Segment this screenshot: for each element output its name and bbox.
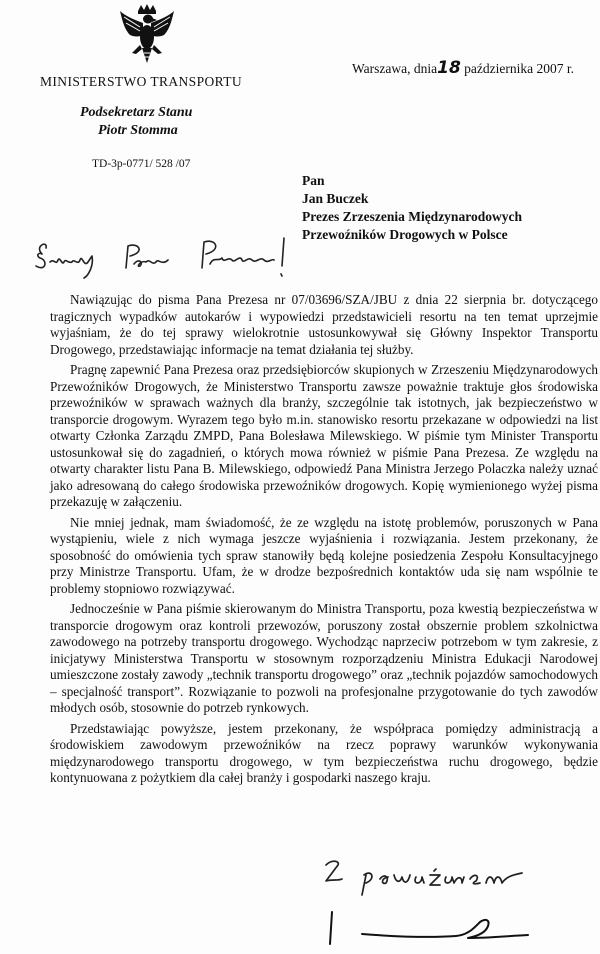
handwritten-signature [318, 908, 538, 948]
recipient-name: Jan Buczek [302, 191, 369, 206]
sender-position: Podsekretarz Stanu [80, 105, 193, 120]
recipient-title-line-2: Przewoźników Drogowych w Polsce [302, 227, 508, 242]
recipient-title-line-1: Prezes Zrzeszenia Międzynarodowych [302, 209, 522, 224]
recipient-block [302, 172, 522, 244]
letter-date [352, 58, 574, 78]
body-paragraph-4: Jednocześnie w Pana piśmie skierowanym do Ministra Transportu, poza kwestią bezpieczeństwa w transporcie drogowym oraz kontroli przewozów, poruszony został obszernie problem szkolnictwa zawodowego na potrzeby transportu drogowego. Wychodząc naprzeciw potrzebom w tym zakresie, z inicjatywy Ministerstwa Transportu w stosownym rozporządzeniu Ministra Edukacji Narodowej umieszczone zostały zawody „technik transportu drogowego” oraz „technik pojazdów samochodowych – specjalność transport”. Rozwiązanie to pozwoli na profesjonalne przygotowanie do tych zawodów młodych osób, stosownie do potrzeb rynkowych. [50, 601, 598, 715]
body-paragraph-5: Przedstawiając powyższe, jestem przekonany, że współpraca pomiędzy administracją a środowiskiem zawodowym przewoźników na rzecz poprawy warunków wykonywania międzynarodowego transportu drogowego, w tym bezpieczeństwa ruchu drogowego, będzie kontynuowana z pożytkiem dla całej branży i gospodarki naszego kraju. [50, 720, 598, 785]
polish-eagle-emblem [118, 3, 176, 67]
body-paragraph-1: Nawiązując do pisma Pana Prezesa nr 07/03696/SZA/JBU z dnia 22 sierpnia br. dotyczącego tragicznych wypadków autokarów i wypowiedzi przedstawicieli resortu na ten temat uprzejmie wyjaśniam, że do tej sprawy wielokrotnie ustosunkowywał się Główny Inspektor Transportu Drogowego, przedstawiając informacje na temat działania tej służby. [50, 292, 598, 357]
handwritten-greeting [28, 232, 298, 284]
date-day-handwritten: 18 [437, 58, 461, 78]
date-prefix: Warszawa, dnia [352, 61, 438, 76]
handwritten-closing [322, 855, 527, 897]
ministry-name: MINISTERSTWO TRANSPORTU [40, 74, 243, 89]
letter-body [50, 292, 598, 791]
body-paragraph-3: Nie mniej jednak, mam świadomość, że ze względu na istotę problemów, poruszonych w Pana wystąpieniu, wiele z nich wymaga jeszcze wyjaśnienia i rozwiązania. Jestem przekonany, że sposobność do omówienia tych spraw stanowiły będą kolejne posiedzenia Zespołu Konsultacyjnego przy Ministrze Transportu. Ufam, że w drodze bezpośrednich kontaktów uda się nam wspólnie te problemy stopniowo rozwiązywać. [50, 514, 598, 596]
reference-number: TD-3p-0771/ 528 /07 [92, 158, 191, 170]
sender-name: Piotr Stomma [98, 123, 178, 138]
date-suffix: października 2007 r. [460, 61, 575, 76]
recipient-salutation: Pan [302, 173, 325, 188]
body-paragraph-2: Pragnę zapewnić Pana Prezesa oraz przedsiębiorców skupionych w Zrzeszeniu Międzynarodowych Przewoźników Drogowych, że Ministerstwo Transportu zawsze poważnie traktuje głos środowiska przewoźników w sprawach ważnych dla branży, szczególnie tak istotnych, jak bezpieczeństwo w transporcie drogowym. Wyrazem tego było m.in. stanowisko resortu przekazane w odpowiedzi na list otwarty Członka Zarządu ZMPD, Pana Bolesława Milewskiego. W piśmie tym Minister Transportu ustosunkował się do zagadnień, o których mowa również w piśmie Pana Prezesa. Ze względu na otwarty charakter listu Pana B. Milewskiego, odpowiedź Pana Ministra Jerzego Polaczka należy uznać jako adresowaną do całego środowiska przewoźników drogowych. Kopię wymienionego wyżej pisma przekazuję w załączeniu. [50, 362, 598, 509]
